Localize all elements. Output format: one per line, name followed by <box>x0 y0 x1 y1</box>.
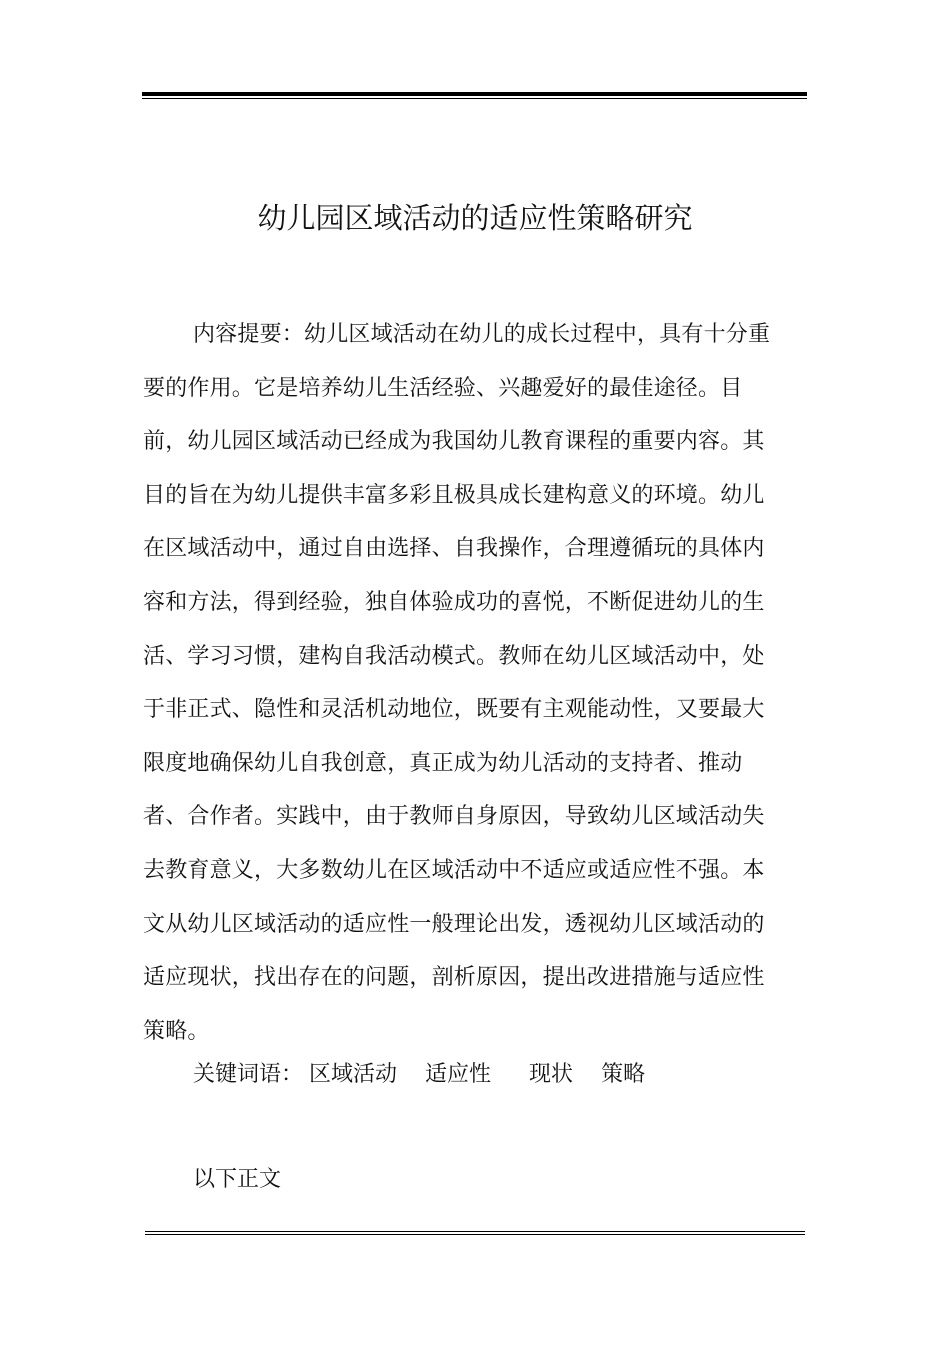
top-double-rule <box>142 92 807 99</box>
abstract-paragraph: 内容提要：幼儿区域活动在幼儿的成长过程中，具有十分重要的作用。它是培养幼儿生活经验、兴趣爱好的最佳途径。目前，幼儿园区域活动已经成为我国幼儿教育课程的重要内容。其目的旨在为幼儿提供丰富多彩且极具成长建构意义的环境。幼儿在区域活动中，通过自由选择、自我操作，合理遵循玩的具体内容和方法，得到经验，独自体验成功的喜悦，不断促进幼儿的生活、学习习惯，建构自我活动模式。教师在幼儿区域活动中，处于非正式、隐性和灵活机动地位，既要有主观能动性，又要最大限度地确保幼儿自我创意，真正成为幼儿活动的支持者、推动者、合作者。实践中，由于教师自身原因，导致幼儿区域活动失去教育意义，大多数幼儿在区域活动中不适应或适应性不强。本文从幼儿区域活动的适应性一般理论出发，透视幼儿区域活动的适应现状，找出存在的问题，剖析原因，提出改进措施与适应性策略。 <box>143 322 771 1044</box>
following-text-note: 以下正文 <box>193 1167 282 1192</box>
top-rule-thin <box>142 98 807 99</box>
bottom-rule-line-2 <box>145 1234 805 1235</box>
keyword-item: 策略 <box>601 1062 646 1087</box>
bottom-double-rule <box>145 1231 805 1235</box>
keyword-item: 区域活动 <box>309 1062 398 1087</box>
keywords-label: 关键词语： <box>193 1062 304 1087</box>
top-rule-thick <box>142 92 807 96</box>
keyword-item: 适应性 <box>425 1062 492 1087</box>
bottom-rule-line-1 <box>145 1231 805 1232</box>
keyword-item: 现状 <box>529 1062 574 1087</box>
keywords-line <box>193 1055 645 1095</box>
document-title: 幼儿园区域活动的适应性策略研究 <box>257 201 693 235</box>
